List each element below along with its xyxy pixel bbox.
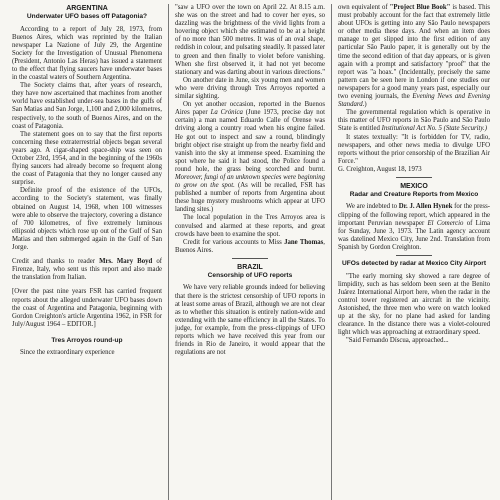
paragraph: The governmental regulation which is operative in this matter of UFO reports in São Paulo and São Paulo State is entitled Institutional Act No. 5 (State Security.) (338, 109, 490, 133)
paragraph: The local population in the Tres Arroyos area is convulsed and alarmed at these reports, and great crowds have been to examine the spot. (175, 214, 325, 238)
paragraph: "Said Fernando Díscua, approached... (346, 337, 449, 345)
paragraph: Since the extraordinary experience (20, 349, 115, 357)
credit-line: Credit for various accounts to Miss Jane Thomas, Buenos Aires. (175, 238, 325, 254)
paragraph: We are indebted to Dr. J. Allen Hynek for the press-clipping of the following report, which appeared in the important Peruvian newspaper El Comercio of Lima for Sunday, June 3, 1973. The Latin agency account was datelined Mexico City, June 2nd. Translation from Spanish by Gordon Creighton. (338, 203, 490, 251)
editor-note: [Over the past nine years FSR has carried frequent reports about the alleged underwater UFO bases down the coast of Argentina and Patagonia, beginning with Gordon Creighton's article Argentina 1962, in FSR for July/August 1964 – EDITOR.] (12, 288, 162, 328)
column-middle (175, 0, 325, 500)
section-divider (396, 255, 432, 256)
paragraph: The Society claims that, after years of research, they have now ascertained that machines from another world have established under-sea bases in the gulfs of San Matias and San Jorge, 1,100 and 2,000 kilometres, respectively, to the south of Buenos Aires, and on the coast of Patagonia. (12, 82, 162, 130)
article-title: Radar and Creature Reports from Mexico (349, 190, 479, 198)
section-heading-brazil: BRAZIL (237, 263, 263, 271)
section-divider (232, 258, 268, 259)
credit-line: Credit and thanks to reader Mrs. Mary Boyd of Firenze, Italy, who sent us this report and also made the translation from Italian. (12, 258, 162, 282)
paragraph: Definite proof of the existence of the UFOs, according to the Society's statement, was finally obtained on August 14, 1968, when 100 witnesses were able to observe the trajectory, covering a distance of 700 kilometres, of five extremely luminous ellipsoid objects which rose up out of the Gulf of San Matias and then submerged again in the Gulf of San Jorge. (12, 187, 162, 252)
paragraph: "saw a UFO over the town on April 22. At 8.15 a.m. she was on the street and had to cover her eyes, so dazzling was the brightness of the vivid lights from a hovering object which she estimated to be at a height of no more than 500 metres. It was of an oval shape, reddish in colour, and pulsating steadily. It passed later to green and then finally to violet before vanishing. When she first observed it, it had not yet become stationary and was darting about in various directions." (175, 4, 325, 76)
section-heading-argentina: ARGENTINA (66, 5, 108, 12)
section-divider (396, 177, 432, 178)
paragraph: own equivalent of "Project Blue Book" is based. This must probably account for the fact that extremely little about UFOs is getting into any São Paulo newspapers or other media these days. And when an item does manage to get slipped into the first edition of any particular São Paulo paper, it is generally out by the time the second edition of that day appears, or is given again with a prompt and satisfactory "proof" that the report was "a hoax." (Incidentally, precisely the same pattern can be seen here in London if one studies our newspapers for a good many years past, especially our two evening journals, the Evening News and Evening Standard.) (338, 4, 490, 109)
article-title: UFOs detected by radar at Mexico City Airport (341, 260, 487, 268)
column-left (12, 0, 162, 500)
column-divider (331, 4, 332, 500)
section-heading-mexico: MEXICO (400, 182, 428, 190)
article-title: Censorship of UFO reports (207, 271, 293, 279)
paragraph: "The early morning sky showed a rare degree of limpidity, such as has seldom been seen at the Benito Juárez International Airport here, when the radar in the control tower registered an aircraft in the vicinity. Astonished, the three men who were on watch looked up at the sky, for no plane had asked for landing clearance. In the distance there was a violet-coloured light which was approaching at extraordinary speed. (338, 272, 490, 337)
paragraph: On another date in June, six young men and women who were driving through Tres Arroyos reported a similar sighting. (175, 76, 325, 101)
author-signature: G. Creighton, August 18, 1973 (338, 165, 422, 173)
article-title: Underwater UFO bases off Patagonia? (26, 13, 148, 20)
article-title: Tres Arroyos round-up (51, 336, 123, 344)
paragraph: The statement goes on to say that the first reports concerning these extraterrestrial objects began several years ago. A cigar-shaped space-ship was seen on October 23rd, 1954, and in the beginning of the 1960s flying saucers had already become so frequent along the coast of Patagonia that they no longer caused any surprise. (12, 130, 162, 187)
paragraph: It states textually: "It is forbidden for TV, radio, newspapers, and other news media to divulge UFO reports without the prior censorship of the Brazilian Air Force." (338, 133, 490, 165)
paragraph: On yet another occasion, reported in the Buenos Aires paper La Crónica (June 1973, precise day not certain) a man named Eduardo Calle of Orense was driving along a country road when his engine failed. He got out to inspect and saw a round, blindingly bright object rise straight up from the nearby field and vanish into the sky at immense speed. Examining the spot where he said it had stood, the Police found a round hole, the grass being scorched and burnt. Moreover, fungi of an unknown species were beginning to grow on the spot. (As will be recalled, FSR has published a number of reports from Argentina about these huge mystery mushrooms which appear at UFO landing sites.) (175, 101, 325, 214)
column-right (338, 0, 490, 500)
paragraph: According to a report of July 28, 1973, from Buenos Aires, which was reprinted by the Italian newspaper La Nazione of July 29, the Argentine Society for the Investigation of Unusual Phenomena (President, Antonio Las Heras) has issued a statement to the effect that flying saucers have underwater bases in the coastal waters of Southern Argentina. (12, 25, 162, 82)
column-divider (168, 4, 169, 500)
paragraph: We have very reliable grounds indeed for believing that there is the strictest censorship of UFO reports in at least some areas of Brazil, although we are not clear as to whether this situation is entirely nation-wide and extending with the same efficiency in all the States. To judge, for example, from the press-clippings of UFO reports which we have received this year from our friends in Rio de Janeiro, it would appear that the regulations are not (175, 284, 325, 357)
